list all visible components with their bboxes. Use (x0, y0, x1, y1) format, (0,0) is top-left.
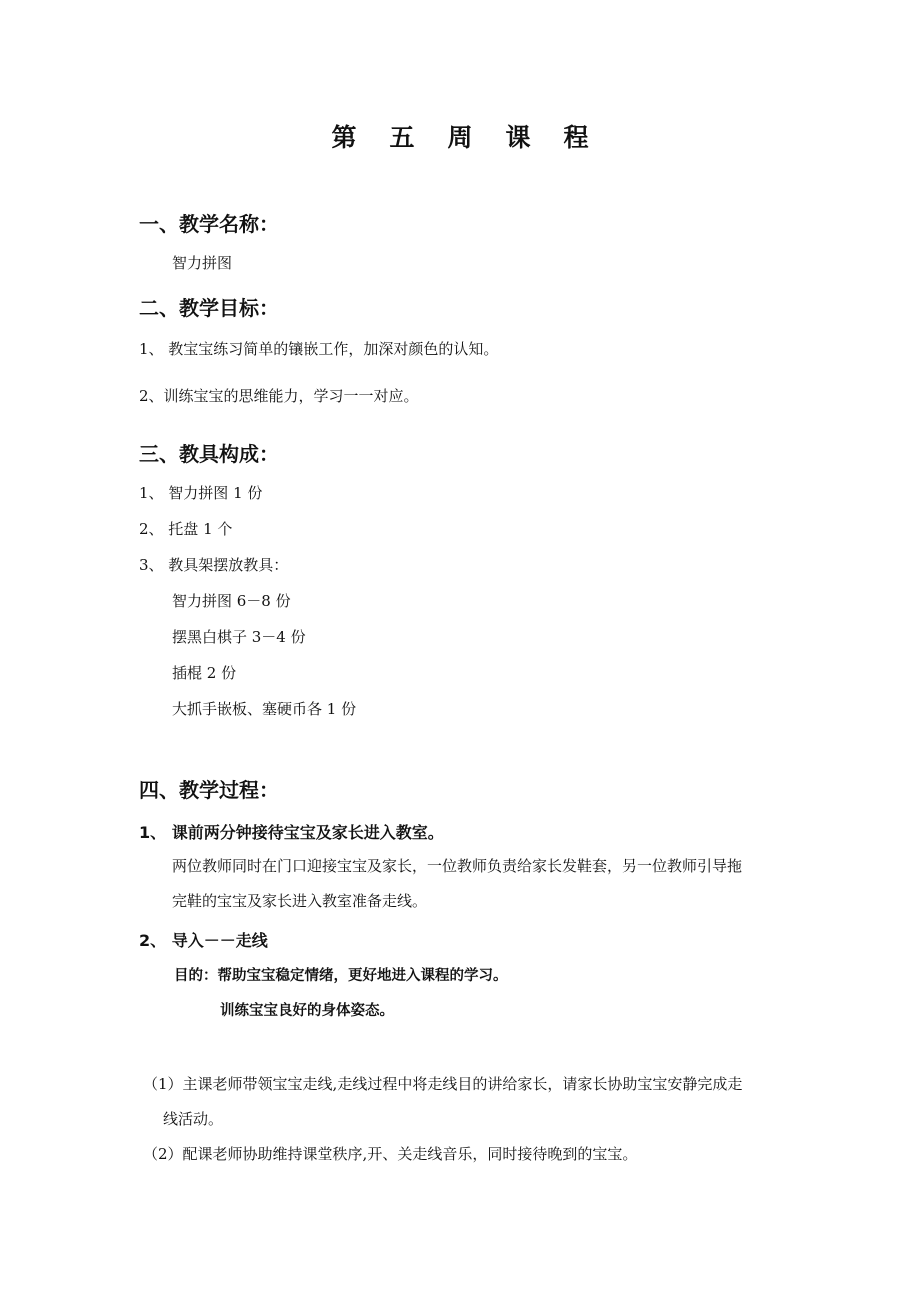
process-note-1-line-1: （1）主课老师带领宝宝走线,走线过程中将走线目的讲给家长，请家长协助宝宝安静完成走 (143, 1075, 743, 1093)
teaching-name-value: 智力拼图 (172, 254, 233, 272)
process-note-2: （2）配课老师协助维持课堂秩序,开、关走线音乐，同时接待晚到的宝宝。 (143, 1145, 638, 1163)
aid-item-2: 2、 托盘 1 个 (139, 520, 233, 538)
process-step-2-title: 2、 导入－－走线 (139, 931, 268, 950)
section-heading-teaching-goals: 二、教学目标： (139, 296, 279, 320)
section-heading-teaching-process: 四、教学过程： (139, 778, 279, 802)
process-note-1-line-2: 线活动。 (163, 1110, 224, 1128)
goal-item-1: 1、 教宝宝练习简单的镶嵌工作，加深对颜色的认知。 (139, 340, 499, 358)
process-step-1-title: 1、 课前两分钟接待宝宝及家长进入教室。 (139, 823, 444, 842)
process-step-2-purpose-line-2: 训练宝宝良好的身体姿态。 (220, 1003, 394, 1019)
aid-item-3: 3、 教具架摆放教具： (139, 556, 289, 574)
aid-subitem-3: 插棍 2 份 (172, 664, 237, 682)
page-title: 第五周课程 (331, 123, 622, 152)
aid-subitem-4: 大抓手嵌板、塞硬币各 1 份 (172, 700, 357, 718)
goal-item-2: 2、训练宝宝的思维能力，学习一一对应。 (139, 387, 419, 405)
section-heading-teaching-aids: 三、教具构成： (139, 442, 279, 466)
aid-subitem-2: 摆黑白棋子 3－4 份 (172, 628, 306, 646)
section-heading-teaching-name: 一、教学名称： (139, 212, 279, 236)
process-step-1-text-line-1: 两位教师同时在门口迎接宝宝及家长，一位教师负责给家长发鞋套，另一位教师引导拖 (172, 857, 743, 875)
process-step-2-purpose-line-1: 目的：帮助宝宝稳定情绪，更好地进入课程的学习。 (174, 968, 508, 984)
process-step-1-text-line-2: 完鞋的宝宝及家长进入教室准备走线。 (172, 892, 428, 910)
aid-item-1: 1、 智力拼图 1 份 (139, 484, 263, 502)
aid-subitem-1: 智力拼图 6－8 份 (172, 592, 291, 610)
